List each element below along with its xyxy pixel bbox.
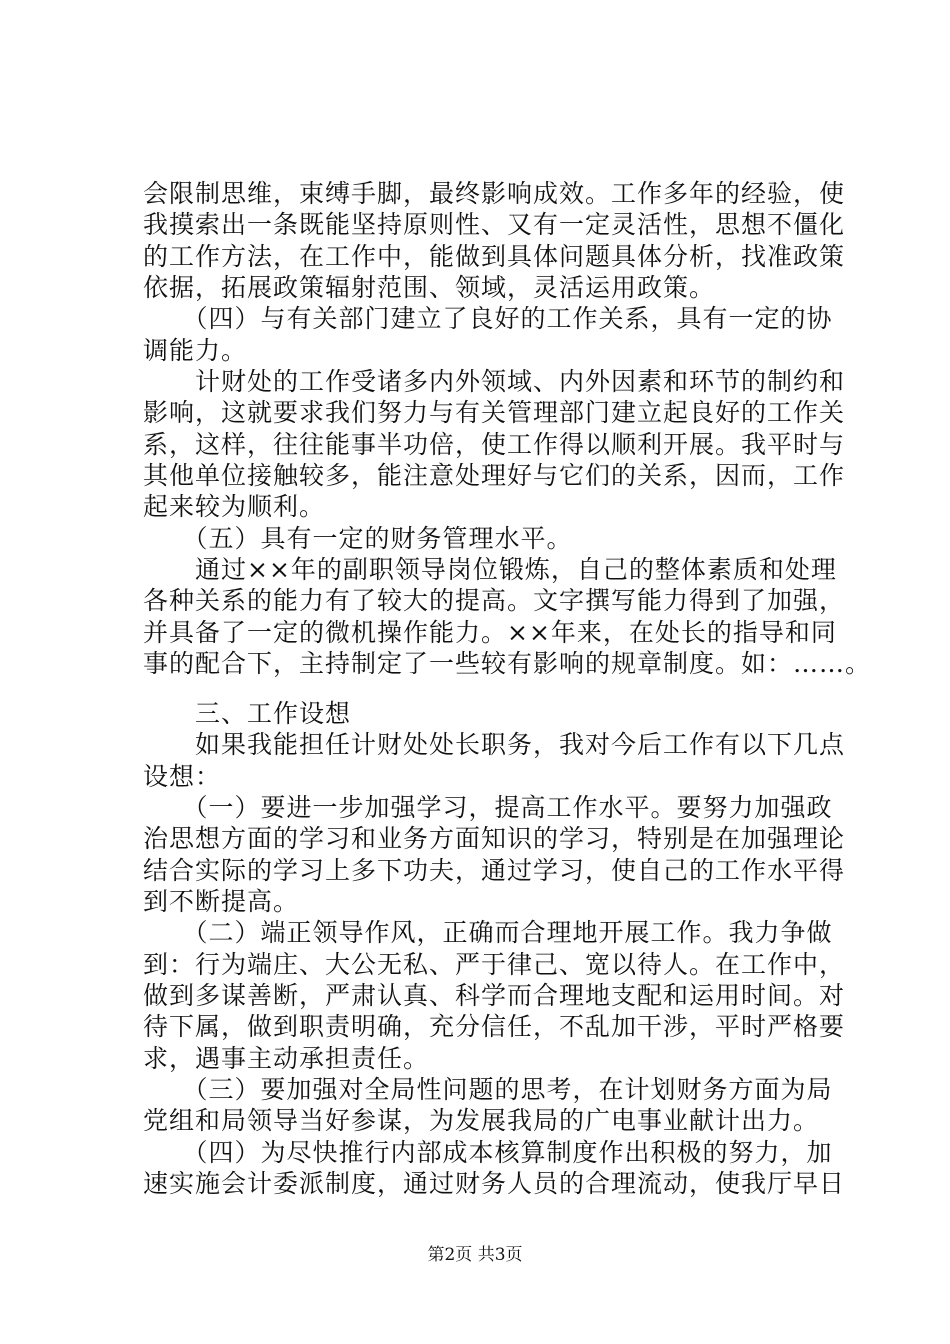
text-line: 依据，拓展政策辐射范围、领域，灵活运用政策。 <box>143 273 716 302</box>
text-line: 治思想方面的学习和业务方面知识的学习，特别是在加强理论 <box>143 824 846 853</box>
text-line: （四）为尽快推行内部成本核算制度作出积极的努力，加 <box>143 1138 833 1167</box>
text-line: 求，遇事主动承担责任。 <box>143 1044 430 1073</box>
text-line: 调能力。 <box>143 336 248 365</box>
text-line: （二）端正领导作风，正确而合理地开展工作。我力争做 <box>143 918 833 947</box>
text-line: 其他单位接触较多，能注意处理好与它们的关系，因而，工作 <box>143 461 846 490</box>
text-line: 并具备了一定的微机操作能力。××年来，在处长的指导和同 <box>143 618 837 647</box>
text-line: 影响，这就要求我们努力与有关管理部门建立起良好的工作关 <box>143 398 846 427</box>
text-line: 如果我能担任计财处处长职务，我对今后工作有以下几点 <box>143 730 846 759</box>
text-line: 计财处的工作受诸多内外领域、内外因素和环节的制约和 <box>143 367 846 396</box>
text-line: 待下属，做到职责明确，充分信任，不乱加干涉，平时严格要 <box>143 1012 846 1041</box>
text-line: 结合实际的学习上多下功夫，通过学习，使自己的工作水平得 <box>143 856 846 885</box>
text-line: 系，这样，往往能事半功倍，使工作得以顺利开展。我平时与 <box>143 430 846 459</box>
text-line: 事的配合下，主持制定了一些较有影响的规章制度。如：……。 <box>143 649 872 678</box>
text-line: 设想： <box>143 762 222 791</box>
text-line: 到：行为端庄、大公无私、严于律己、宽以待人。在工作中， <box>143 950 846 979</box>
text-line: （三）要加强对全局性问题的思考，在计划财务方面为局 <box>143 1075 833 1104</box>
chapter-heading: 三、工作设想 <box>143 699 352 728</box>
text-line: 做到多谋善断，严肃认真、科学而合理地支配和运用时间。对 <box>143 981 846 1010</box>
text-line: 起来较为顺利。 <box>143 492 326 521</box>
text-line: 的工作方法，在工作中，能做到具体问题具体分析，找准政策 <box>143 242 846 271</box>
page-number-footer: 第2页 共3页 <box>427 1245 523 1265</box>
text-line: 各种关系的能力有了较大的提高。文字撰写能力得到了加强， <box>143 586 846 615</box>
text-line: （一）要进一步加强学习，提高工作水平。要努力加强政 <box>143 793 833 822</box>
text-line: 速实施会计委派制度，通过财务人员的合理流动，使我厅早日 <box>143 1169 846 1198</box>
text-line: 会限制思维，束缚手脚，最终影响成效。工作多年的经验，使 <box>143 179 846 208</box>
text-line: 党组和局领导当好参谋，为发展我局的广电事业献计出力。 <box>143 1106 820 1135</box>
text-line: 到不断提高。 <box>143 887 300 916</box>
text-line: 通过××年的副职领导岗位锻炼，自己的整体素质和处理 <box>143 555 837 584</box>
section-heading: （五）具有一定的财务管理水平。 <box>143 524 573 553</box>
section-heading: （四）与有关部门建立了良好的工作关系，具有一定的协 <box>143 304 833 333</box>
text-line: 我摸索出一条既能坚持原则性、又有一定灵活性，思想不僵化 <box>143 210 846 239</box>
